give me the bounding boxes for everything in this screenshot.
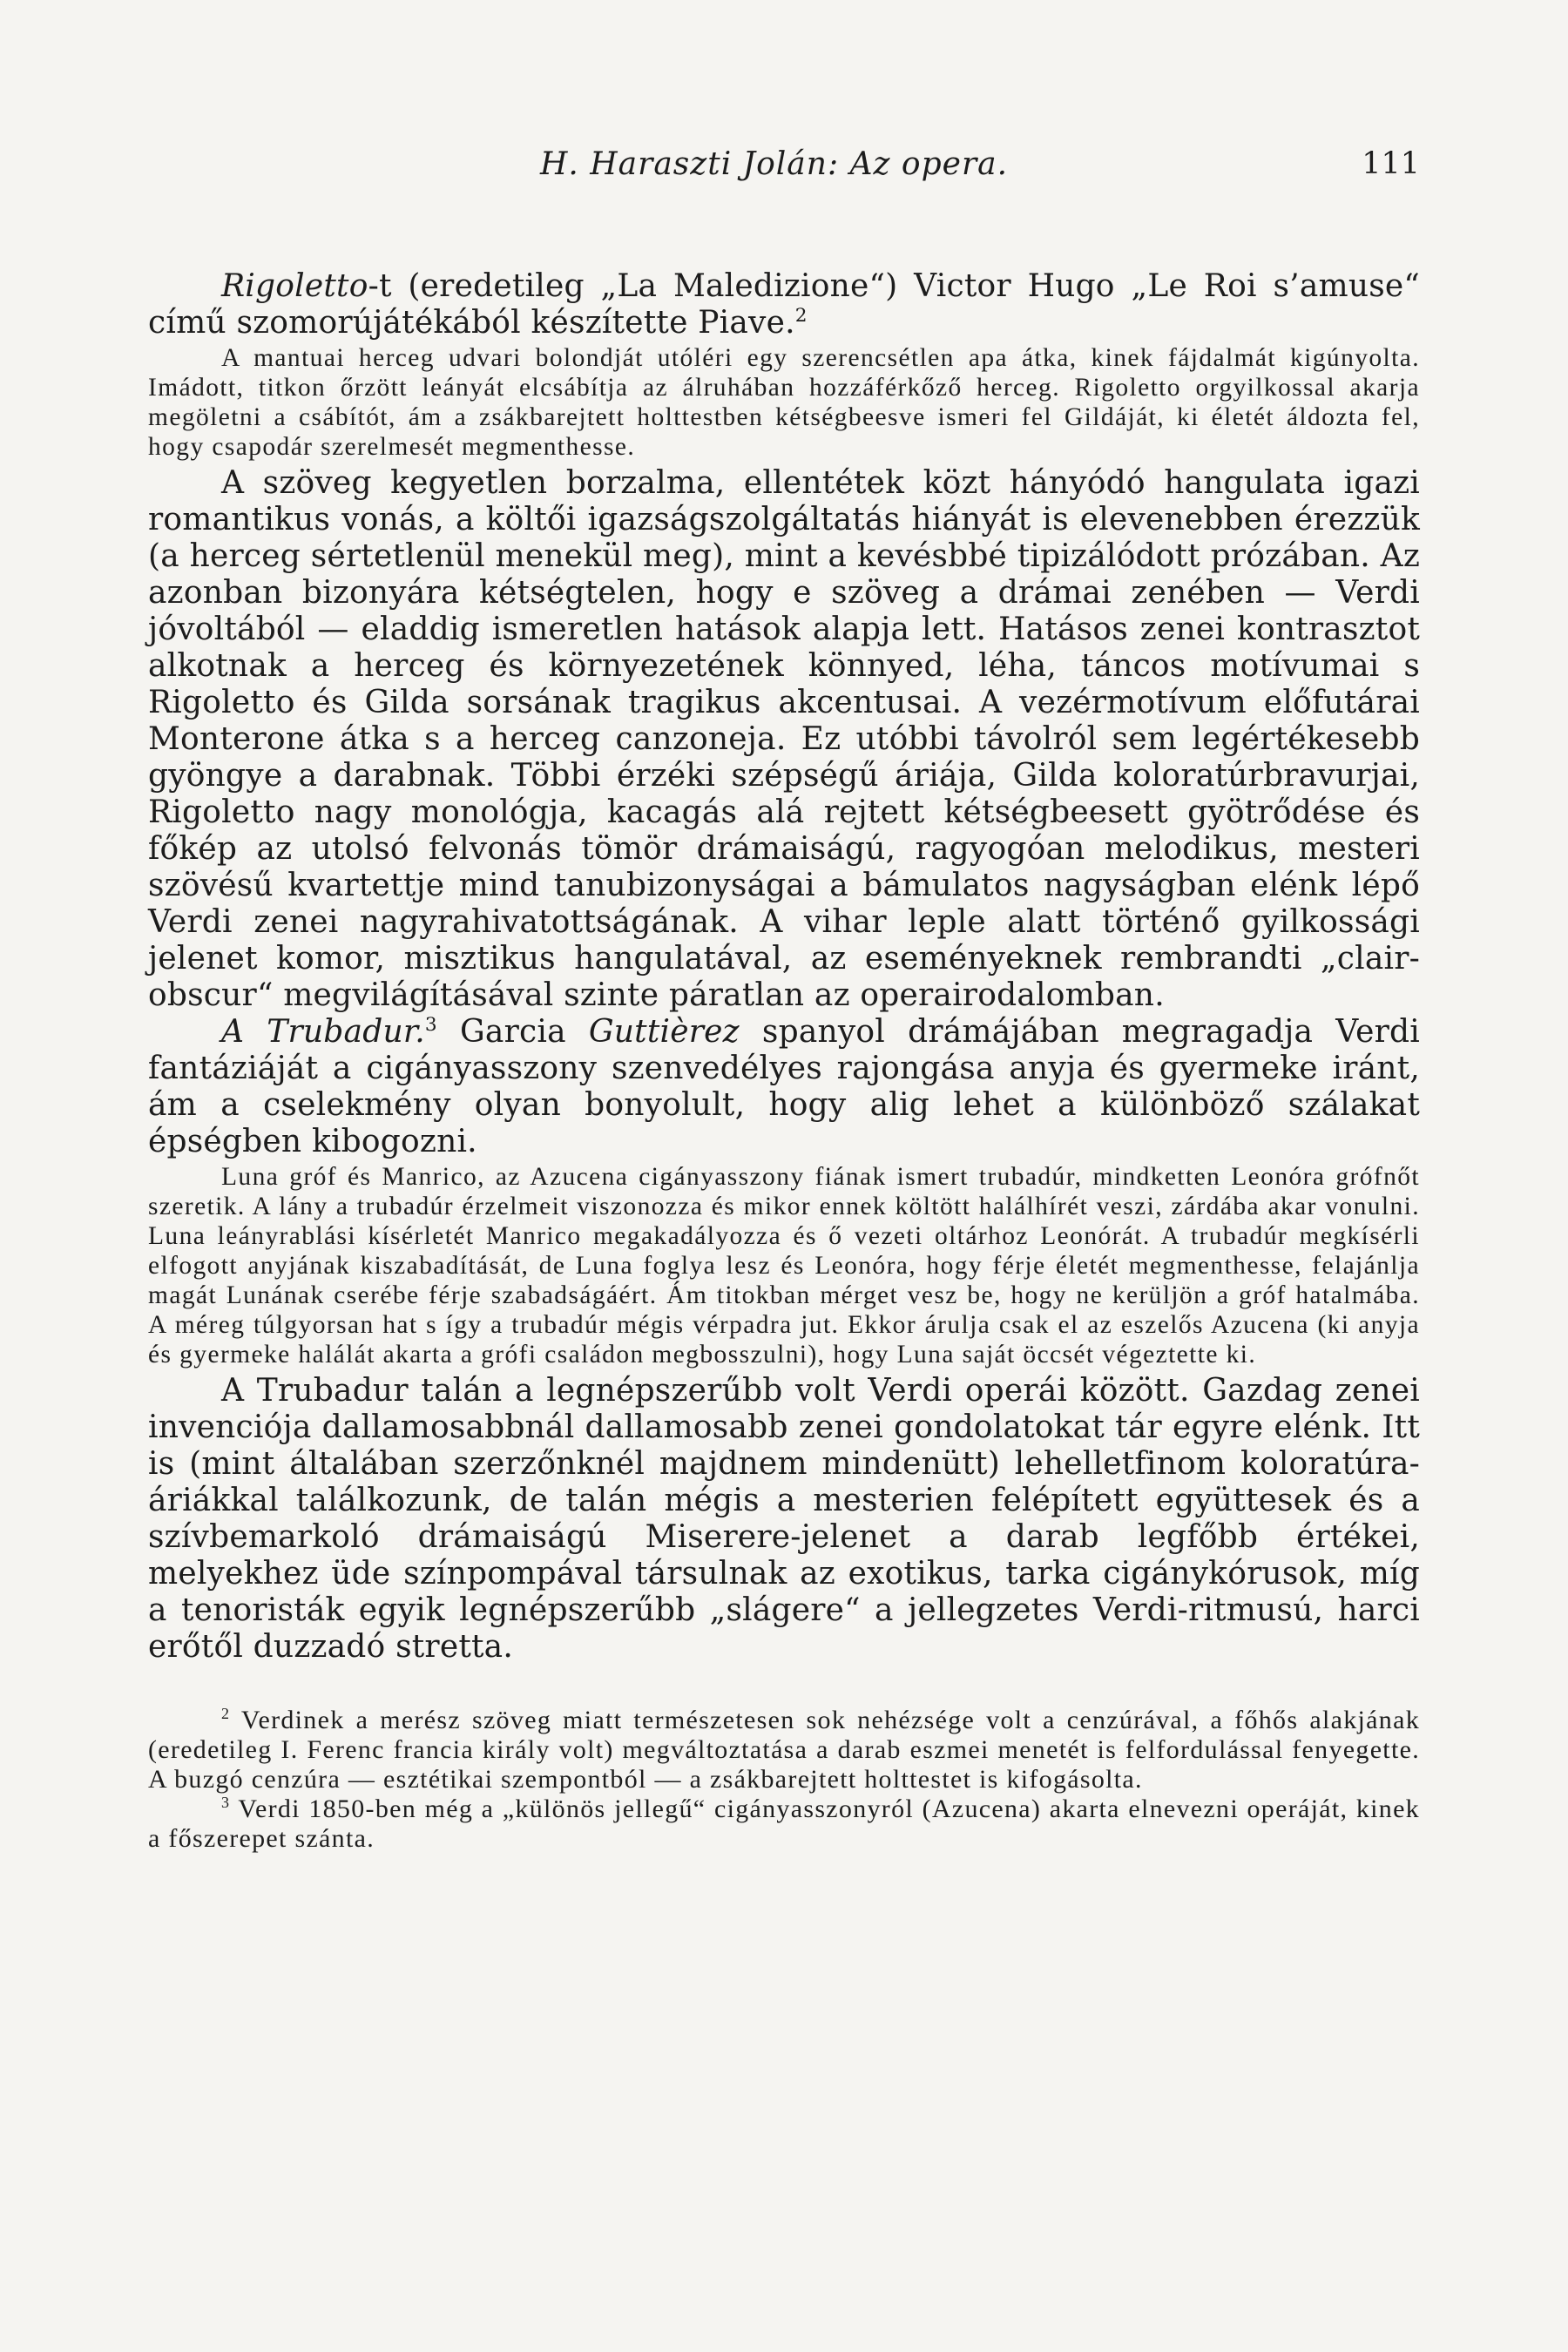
running-title: H. Haraszti Jolán: Az opera. xyxy=(540,146,1009,182)
footnote-marker-2: 2 xyxy=(221,1705,231,1723)
rigoletto-synopsis: A mantuai herceg udvari bolondját utóléri egy szerencsétlen apa átka, kinek fájdalmát kigúnyolta. Imádott, titkon őrzött leányát elcsábítja az álruhában hozzáférkőző herceg. Rigoletto orgyilkossal akarja megöletni a csábítót, ám a zsákbarejtett holttestben kétségbeesve ismeri fel Gildáját, ki életét áldozta fel, hogy csapodár szerelmesét megmenthesse. xyxy=(148,344,1420,461)
trubadur-analysis: A Trubadur talán a legnépszerűbb volt Verdi operái között. Gazdag zenei invenciója dallamosabbnál dallamosabb zenei gondolatokat tár egyre elénk. Itt is (mint általában szerzőnknél majdnem mindenütt) lehelletfinom koloratúra-áriákkal találkozunk, de talán mégis a mesterien felépített együttesek és a szívbemarkoló drámaiságú Miserere-jelenet a darab legfőbb értékei, melyekhez üde színpompával társulnak az exotikus, tarka cigánykórusok, míg a tenoristák egyik legnépszerűbb „slágere“ a jellegzetes Verdi-ritmusú, harci erőtől duzzadó stretta. xyxy=(148,1373,1420,1665)
footnote-3 xyxy=(148,1794,1420,1854)
footnote-marker-3: 3 xyxy=(221,1794,231,1812)
trubadur-title: A Trubadur. xyxy=(221,1014,425,1050)
page-body xyxy=(148,268,1420,1854)
footnote-3-text: Verdi 1850-ben még a „különös jellegű“ cigányasszonyról (Azucena) akarta elnevezni operáját, kinek a főszerepet szánta. xyxy=(148,1794,1420,1853)
trubadur-synopsis: Luna gróf és Manrico, az Azucena cigányasszony fiának ismert trubadúr, mindketten Leonóra grófnőt szeretik. A lány a trubadúr érzelmeit viszonozza és mikor ennek költött halálhírét veszi, zárdába akar vonulni. Luna leányrablási kísérletét Manrico megakadályozza és ő vezeti oltárhoz Leonórát. A trubadúr megkísérli elfogott anyjának kiszabadítását, de Luna foglya lesz és Leonóra, hogy férje életét megmenthesse, felajánlja magát Lunának cserébe férje szabadságáért. Ám titokban mérget vesz be, hogy ne kerüljön a gróf hatalmába. A méreg túlgyorsan hat s így a trubadúr mégis vérpadra jut. Ekkor árulja csak el az eszelős Azucena (ki anyja és gyermeke halálát akarta a grófi családon megbosszulni), hogy Luna saját öccsét végeztette ki. xyxy=(148,1163,1420,1369)
trubadur-intro-paragraph xyxy=(148,1014,1420,1160)
rigoletto-analysis: A szöveg kegyetlen borzalma, ellentétek közt hányódó hangulata igazi romantikus vonás, a költői igazságszolgáltatás hiányát is elevenebben érezzük (a herceg sértetlenül menekül meg), mint a kevésbbé tipizálódott prózában. Az azonban bizonyára kétségtelen, hogy e szöveg a drámai zenében — Verdi jóvoltából — eladdig ismeretlen hatások alapja lett. Hatásos zenei kontrasztot alkotnak a herceg és környezetének könnyed, léha, táncos motívumai s Rigoletto és Gilda sorsának tragikus akcentusai. A vezérmotívum előfutárai Monterone átka s a herceg canzoneja. Ez utóbbi távolról sem legértékesebb gyöngye a darabnak. Többi érzéki szépségű áriája, Gilda koloratúrbravurjai, Rigoletto nagy monológja, kacagás alá rejtett kétségbeesett gyötrődése és főkép az utolsó felvonás tömör drámaiságú, ragyogóan melodikus, mesteri szövésű kvartettje mind tanubizonyságai a bámulatos nagyságban elénk lépő Verdi zenei nagyrahivatottságának. A vihar leple alatt történő gyilkossági jelenet komor, misztikus hangulatával, az eseményeknek rembrandti „clair-obscur“ megvilágításával szinte páratlan az operairodalomban. xyxy=(148,465,1420,1013)
trubadur-intro-text: spanyol drámájában megragadja Verdi fantáziáját a cigányasszony szenvedélyes rajongása anyja és gyermeke iránt, ám a cselekmény olyan bonyolult, hogy alig lehet a különböző szálakat épségben kibogozni. xyxy=(148,1014,1420,1159)
rigoletto-intro-text: -t (eredetileg „La Maledizione“) Victor Hugo „Le Roi s’amuse“ című szomorújátékából készítette Piave. xyxy=(148,268,1420,341)
footnote-ref-3: 3 xyxy=(424,1014,437,1037)
rigoletto-intro-paragraph xyxy=(148,268,1420,341)
footnotes xyxy=(148,1706,1420,1854)
footnote-ref-2: 2 xyxy=(794,305,808,328)
footnote-2-text: Verdinek a merész szöveg miatt természetesen sok nehézsége volt a cenzúrával, a főhős alakjának (eredetileg I. Ferenc francia király volt) megváltoztatása a darab eszmei menetét is felfordulással fenyegette. A buzgó cenzúra — esztétikai szempontból — a zsákbarejtett holttestet is kifogásolta. xyxy=(148,1706,1421,1794)
rigoletto-title: Rigoletto xyxy=(221,268,368,304)
trubadur-author: Guttièrez xyxy=(588,1014,740,1050)
page-number: 111 xyxy=(1362,146,1420,181)
footnote-2 xyxy=(148,1706,1420,1794)
running-head xyxy=(148,146,1420,190)
trubadur-pre-author: Garcia xyxy=(459,1014,566,1050)
